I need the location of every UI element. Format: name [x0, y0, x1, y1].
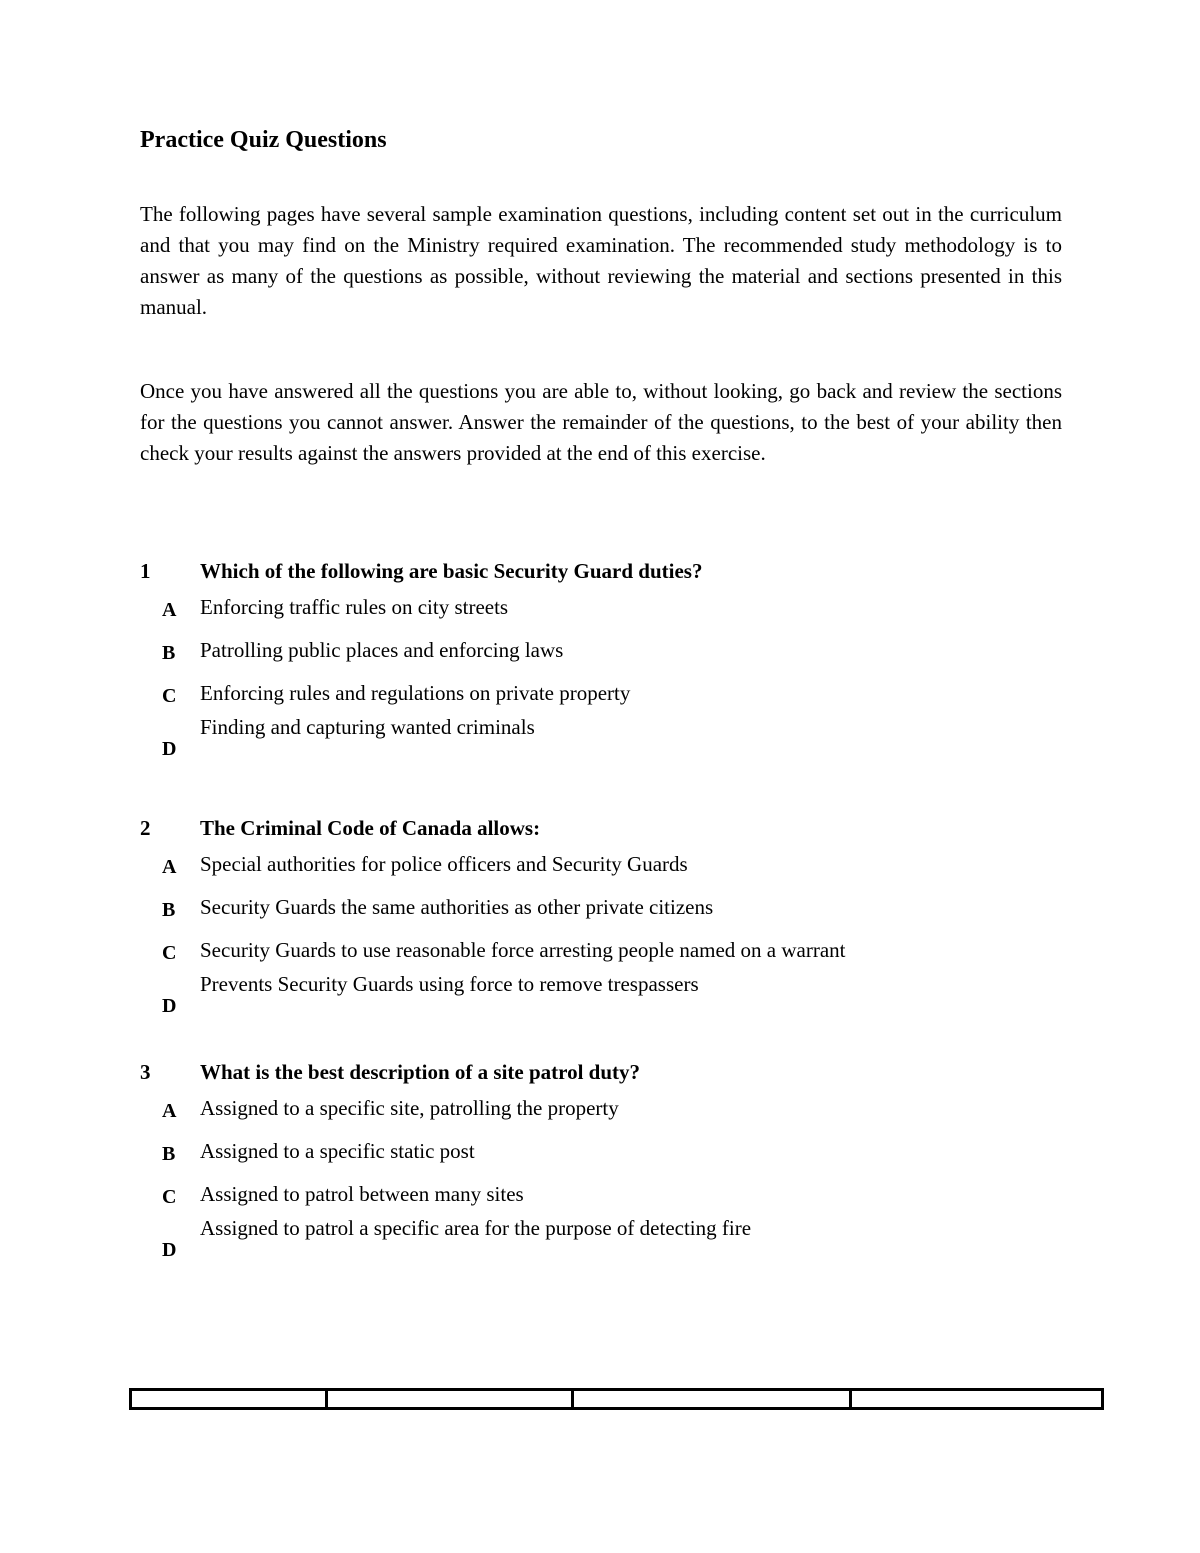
question-number: 3 [140, 1060, 151, 1084]
option-text: Security Guards to use reasonable force arresting people named on a warrant [200, 938, 846, 962]
table-cell [573, 1390, 851, 1409]
table-cell [327, 1390, 573, 1409]
page-title: Practice Quiz Questions [140, 127, 387, 153]
answer-option [140, 1217, 1070, 1267]
answer-option [140, 1174, 1070, 1217]
answer-option [140, 587, 1070, 630]
option-letter: A [162, 1100, 177, 1122]
table-cell [851, 1390, 1103, 1409]
question-text: What is the best description of a site patrol duty? [200, 1060, 641, 1084]
answer-option [140, 930, 1070, 973]
answer-option [140, 973, 1070, 1023]
answer-option [140, 844, 1070, 887]
question-1 [140, 555, 1070, 766]
option-text: Patrolling public places and enforcing laws [200, 638, 564, 662]
option-letter: D [162, 1239, 177, 1261]
option-letter: B [162, 642, 176, 664]
option-text: Enforcing traffic rules on city streets [200, 595, 509, 619]
option-text: Prevents Security Guards using force to remove trespassers [200, 972, 699, 996]
answer-option [140, 1131, 1070, 1174]
question-text: Which of the following are basic Security Guard duties? [200, 559, 703, 583]
table-row [131, 1390, 1103, 1409]
option-text: Security Guards the same authorities as other private citizens [200, 895, 714, 919]
option-text: Special authorities for police officers and Security Guards [200, 852, 688, 876]
option-letter: D [162, 738, 177, 760]
question-2 [140, 812, 1070, 1023]
option-letter: C [162, 685, 177, 707]
answer-option [140, 1088, 1070, 1131]
option-letter: C [162, 1186, 177, 1208]
option-letter: C [162, 942, 177, 964]
option-text: Assigned to patrol between many sites [200, 1182, 524, 1206]
question-number: 1 [140, 559, 151, 583]
question-heading [140, 555, 1070, 587]
option-text: Assigned to patrol a specific area for the purpose of detecting fire [200, 1216, 752, 1240]
answer-option [140, 673, 1070, 716]
option-letter: B [162, 1143, 176, 1165]
answer-option [140, 887, 1070, 930]
option-text: Finding and capturing wanted criminals [200, 715, 535, 739]
answer-option [140, 716, 1070, 766]
option-letter: A [162, 599, 177, 621]
option-letter: B [162, 899, 176, 921]
question-number: 2 [140, 816, 151, 840]
question-heading [140, 1056, 1070, 1088]
intro-paragraph: Once you have answered all the questions you are able to, without looking, go back and review the sections for the questions you cannot answer. Answer the remainder of the questions, to the best of your ability then check your results against the answers provided at the end of this exercise. [140, 379, 1062, 465]
option-letter: A [162, 856, 177, 878]
footer-table [129, 1388, 1104, 1410]
question-heading [140, 812, 1070, 844]
option-letter: D [162, 995, 177, 1017]
question-3 [140, 1056, 1070, 1267]
intro-paragraph: The following pages have several sample examination questions, including content set out in the curriculum and that you may find on the Ministry required examination. The recommended study methodology is to answer as many of the questions as possible, without reviewing the material and sections presented in this manual. [140, 202, 1062, 319]
option-text: Assigned to a specific static post [200, 1139, 475, 1163]
table-cell [131, 1390, 327, 1409]
option-text: Enforcing rules and regulations on private property [200, 681, 631, 705]
answer-option [140, 630, 1070, 673]
option-text: Assigned to a specific site, patrolling the property [200, 1096, 619, 1120]
question-text: The Criminal Code of Canada allows: [200, 816, 541, 840]
